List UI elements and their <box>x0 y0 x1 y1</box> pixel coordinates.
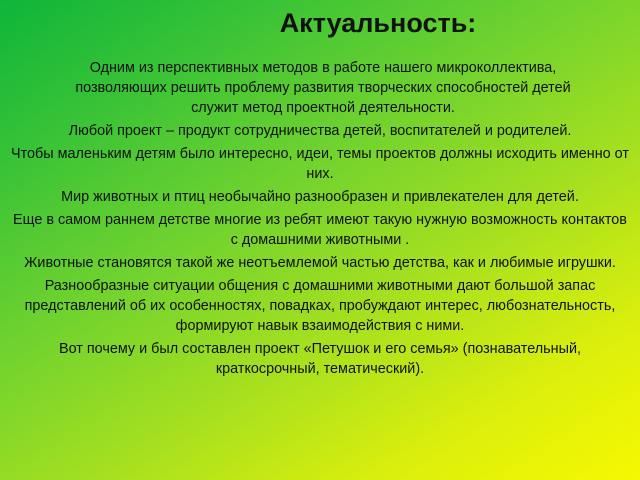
paragraph-early-contact: Еще в самом раннем детстве многие из ребят имеют такую нужную возможность контактов с домашними животными . <box>13 212 627 248</box>
paragraph-children-ideas: Чтобы маленьким детям было интересно, идеи, темы проектов должны исходить именно от них. <box>11 146 629 182</box>
paragraph-part-of-childhood: Животные становятся такой же неотъемлемой частью детства, как и любимые игрушки. <box>24 255 616 271</box>
paragraph-animal-world: Мир животных и птиц необычайно разнообразен и привлекателен для детей. <box>61 189 579 205</box>
slide-title: Актуальность: <box>279 8 477 38</box>
paragraph-communication: Разнообразные ситуации общения с домашними животными дают большой запас представлений об их особенностях, повадках, пробуждают интерес, любознательность, формируют навык взаимодействия с ними. <box>24 278 616 334</box>
slide-body <box>8 58 632 382</box>
paragraph-collaboration: Любой проект – продукт сотрудничества детей, воспитателей и родителей. <box>68 123 572 139</box>
paragraph-project-method: Одним из перспективных методов в работе нашего микроколлектива, позволяющих решить проблему развития творческих способностей детей служит метод проектной деятельности. <box>75 60 571 116</box>
paragraph-project-name: Вот почему и был составлен проект «Петушок и его семья» (познавательный, краткосрочный, тематический). <box>59 341 581 377</box>
